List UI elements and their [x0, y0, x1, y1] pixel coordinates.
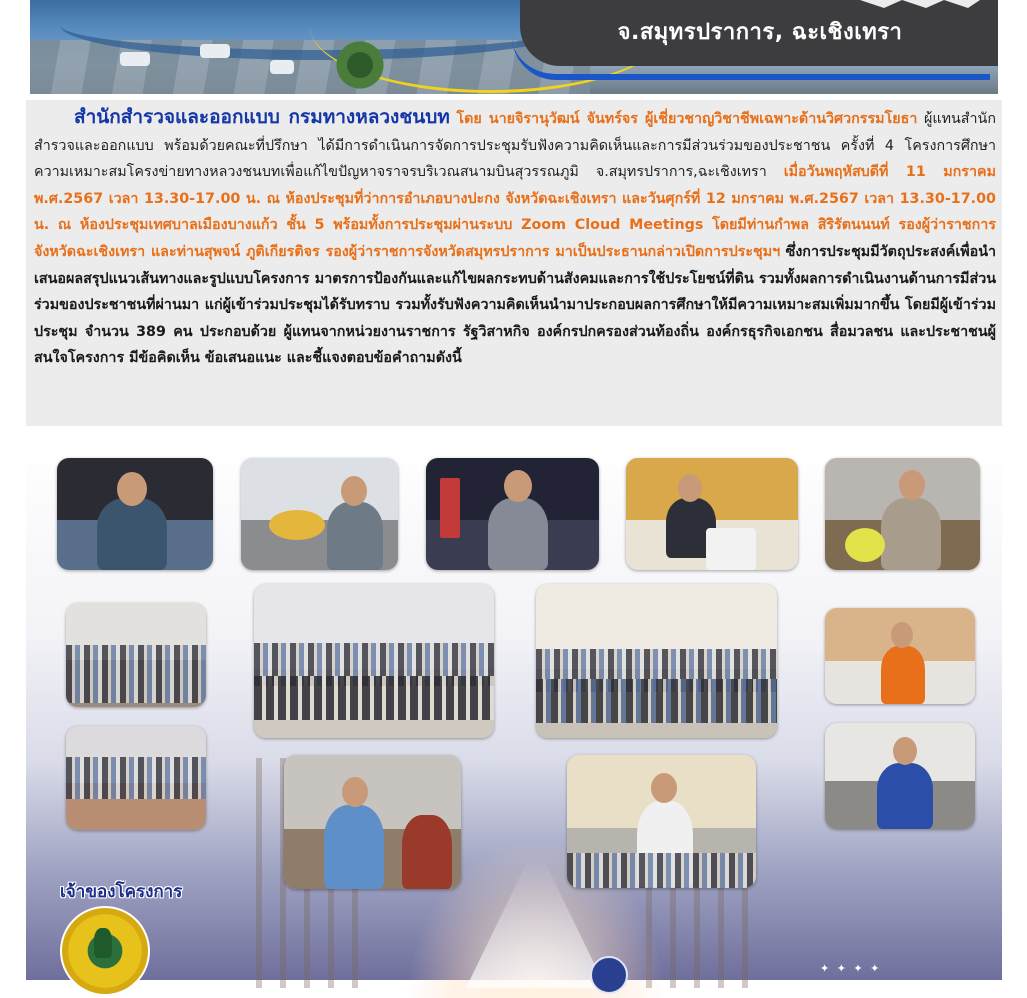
- agency-heading: สำนักสำรวจและออกแบบ กรมทางหลวงชนบท: [74, 106, 450, 128]
- meeting-info: เมื่อวันพฤหัสบดีที่ 11 มกราคม พ.ศ.2567 เวลา 13.30-17.00 น. ณ ห้องประชุมที่ว่าการอำเภอบางปะกง จังหวัดฉะเชิงเทรา และวันศุกร์ที่ 12 มกราคม พ.ศ.2567 เวลา 13.30-17.00 น. ณ ห้องประชุมเทศบาลเมืองบางแก้ว ชั้น 5 พร้อมทั้งการประชุมผ่านระบบ Zoom Cloud Meetings โดยมีท่านกำพล สิริรัตนนนท์ รองผู้ว่าราชการจังหวัดฉะเชิงเทรา และท่านสุพจน์ ภูติเกียรติจร รองผู้ว่าราชการจังหวัดสมุทรปราการ มาเป็นประธานกล่าวเปิดการประชุมฯ: [34, 164, 997, 260]
- photo-speaker-with-microphone: [426, 458, 599, 570]
- article-body-2: ซึ่งการประชุมมีวัตถุประสงค์เพื่อนำเสนอผลสรุปแนวเส้นทางและรูปแบบโครงการ มาตรการป้องกันและแก้ไขผลกระทบด้านสังคมและการใช้ประโยชน์ที่ดิน รวมทั้งผลการดำเนินงานด้านการมีส่วนร่วมของประชาชนที่ผ่านมา แก่ผู้เข้าร่วมประชุมได้รับทราบ รวมทั้งรับฟังความคิดเห็นนำมาประกอบผลการศึกษาให้มีความเหมาะสมเพิ่มมากขึ้น โดยมีผู้เข้าร่วมประชุม จำนวน 389 คน ประกอบด้วย ผู้แทนจากหน่วยงานราชการ รัฐวิสาหกิจ องค์กรปกครองส่วนท้องถิ่น องค์กรธุรกิจเอกชน สื่อมวลชน และประชาชนผู้สนใจโครงการ มีข้อคิดเห็น ข้อเสนอแนะ และชี้แจงตอบข้อคำถามดังนี้: [34, 243, 997, 367]
- photo-group-photo-stage: [536, 584, 777, 738]
- photo-audience-listening: [66, 726, 206, 830]
- article-body-1: ผู้แทนสำนักสำรวจและออกแบบ พร้อมด้วยคณะที่ปรึกษา ได้มีการดำเนินการจัดการประชุมรับฟังความคิดเห็นและการมีส่วนร่วมของประชาชน ครั้งที่ 4 โครงการศึกษาความเหมาะสมโครงข่ายทางหลวงชนบทเพื่อแก้ไขปัญหาจราจรบริเวณสนามบินสุวรรณภูมิ จ.สมุทรปราการ,ฉะเชิงเทรา: [34, 111, 996, 181]
- photo-participant-speaking-floor: [284, 755, 461, 889]
- photo-speaker-at-lectern: [626, 458, 798, 570]
- vehicle-image: [120, 52, 150, 66]
- photo-group-photo-hall: [254, 584, 494, 738]
- photo-meeting-chair-speaking: [57, 458, 213, 570]
- cropped-title-text: [860, 0, 980, 8]
- photo-woman-speaking: [567, 755, 756, 888]
- intro-byline: โดย นายจิรานุวัฒน์ จันทร์จร ผู้เชี่ยวชาญวิชาชีพเฉพาะด้านวิศวกรรมโยธา: [456, 111, 918, 127]
- decorative-stars: ✦ ✦ ✦ ✦: [820, 962, 882, 975]
- header-location: จ.สมุทรปราการ, ฉะเชิงเทรา: [617, 20, 903, 45]
- photo-audience-seated: [66, 603, 206, 707]
- vehicle-image: [200, 44, 230, 58]
- photo-speaker-standing: [825, 458, 980, 570]
- vehicle-image: [270, 60, 294, 74]
- circular-logo-icon: [590, 956, 628, 994]
- photo-speaker-at-podium: [241, 458, 398, 570]
- photo-participant-speaking-orange: [825, 608, 975, 704]
- project-owner-label: เจ้าของโครงการ: [60, 882, 183, 902]
- photo-man-speaking-blue: [825, 723, 975, 829]
- seal-emblem-icon: [94, 928, 112, 958]
- palm-tree-image: [330, 35, 390, 94]
- article-paragraph: [34, 104, 996, 372]
